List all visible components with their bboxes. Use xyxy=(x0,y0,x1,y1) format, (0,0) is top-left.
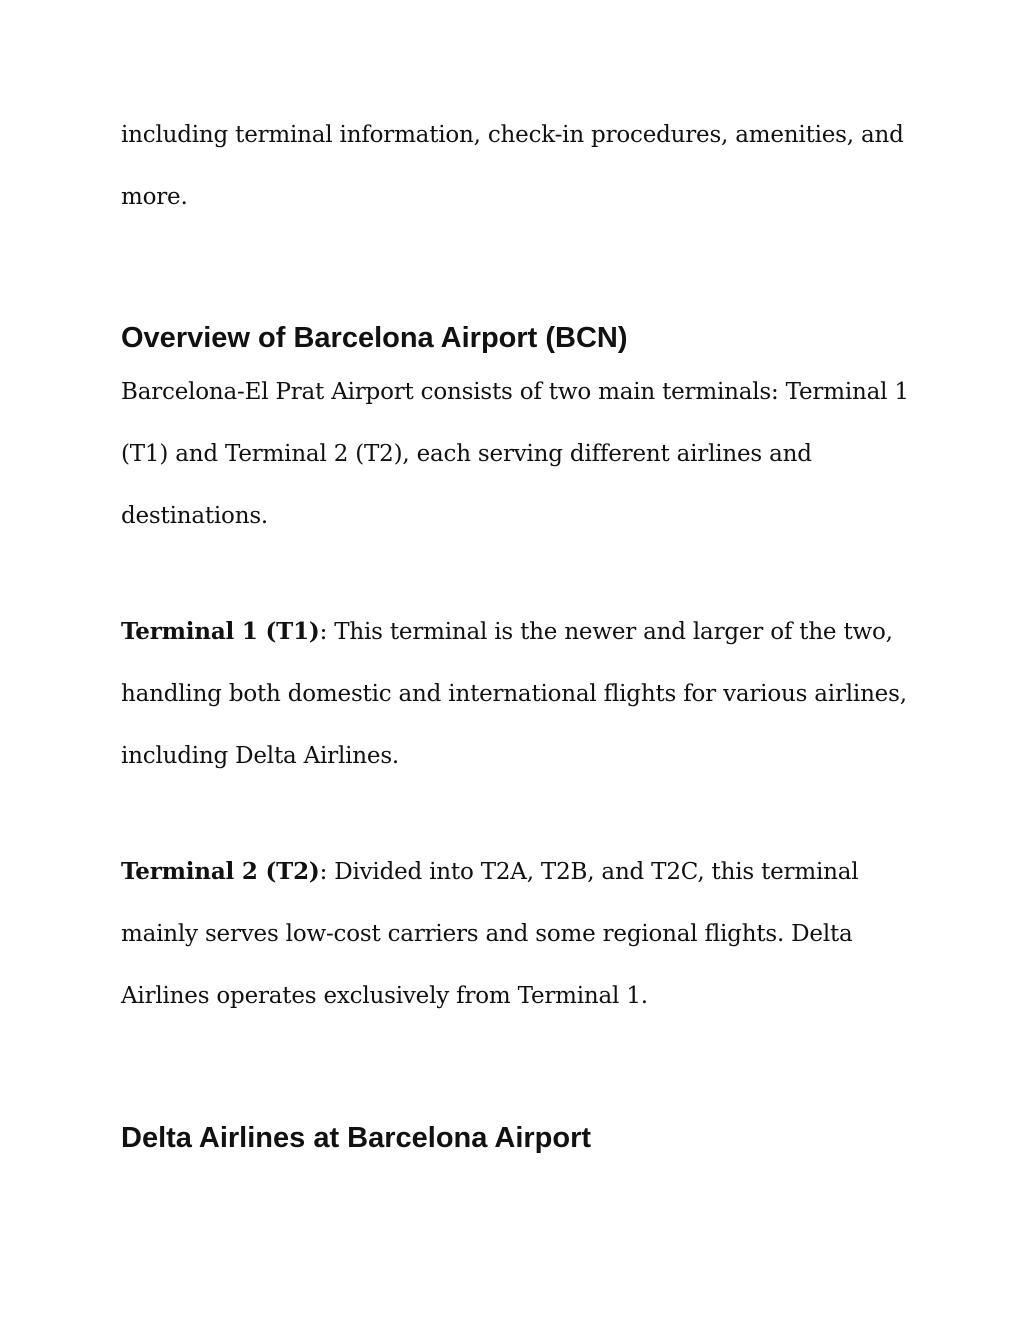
terminal-1-line-1-text: : This terminal is the newer and larger of the two, xyxy=(319,619,893,645)
overview-heading: Overview of Barcelona Airport (BCN) xyxy=(121,322,628,354)
terminal-2-line-2: mainly serves low-cost carriers and some regional flights. Delta xyxy=(121,921,853,947)
terminal-2-line-1 xyxy=(121,841,911,903)
overview-line-3: destinations. xyxy=(121,503,269,529)
terminal-1-paragraph xyxy=(121,601,911,787)
terminal-1-label: Terminal 1 (T1) xyxy=(121,618,320,645)
intro-paragraph xyxy=(121,104,911,228)
overview-line-2: (T1) and Terminal 2 (T2), each serving different airlines and xyxy=(121,441,812,467)
terminal-2-label: Terminal 2 (T2) xyxy=(121,858,320,885)
terminal-1-line-1 xyxy=(121,601,911,663)
overview-line-1: Barcelona-El Prat Airport consists of two main terminals: Terminal 1 xyxy=(121,379,909,405)
terminal-2-line-3: Airlines operates exclusively from Terminal 1. xyxy=(121,983,648,1009)
terminal-2-line-1-text: : Divided into T2A, T2B, and T2C, this terminal xyxy=(319,859,859,885)
terminal-1-line-2: handling both domestic and international flights for various airlines, xyxy=(121,681,907,707)
intro-line-2: more. xyxy=(121,184,188,210)
overview-paragraph xyxy=(121,361,911,547)
delta-heading: Delta Airlines at Barcelona Airport xyxy=(121,1122,592,1154)
terminal-2-paragraph xyxy=(121,841,911,1027)
intro-line-1: including terminal information, check-in procedures, amenities, and xyxy=(121,122,904,148)
terminal-1-line-3: including Delta Airlines. xyxy=(121,743,400,769)
